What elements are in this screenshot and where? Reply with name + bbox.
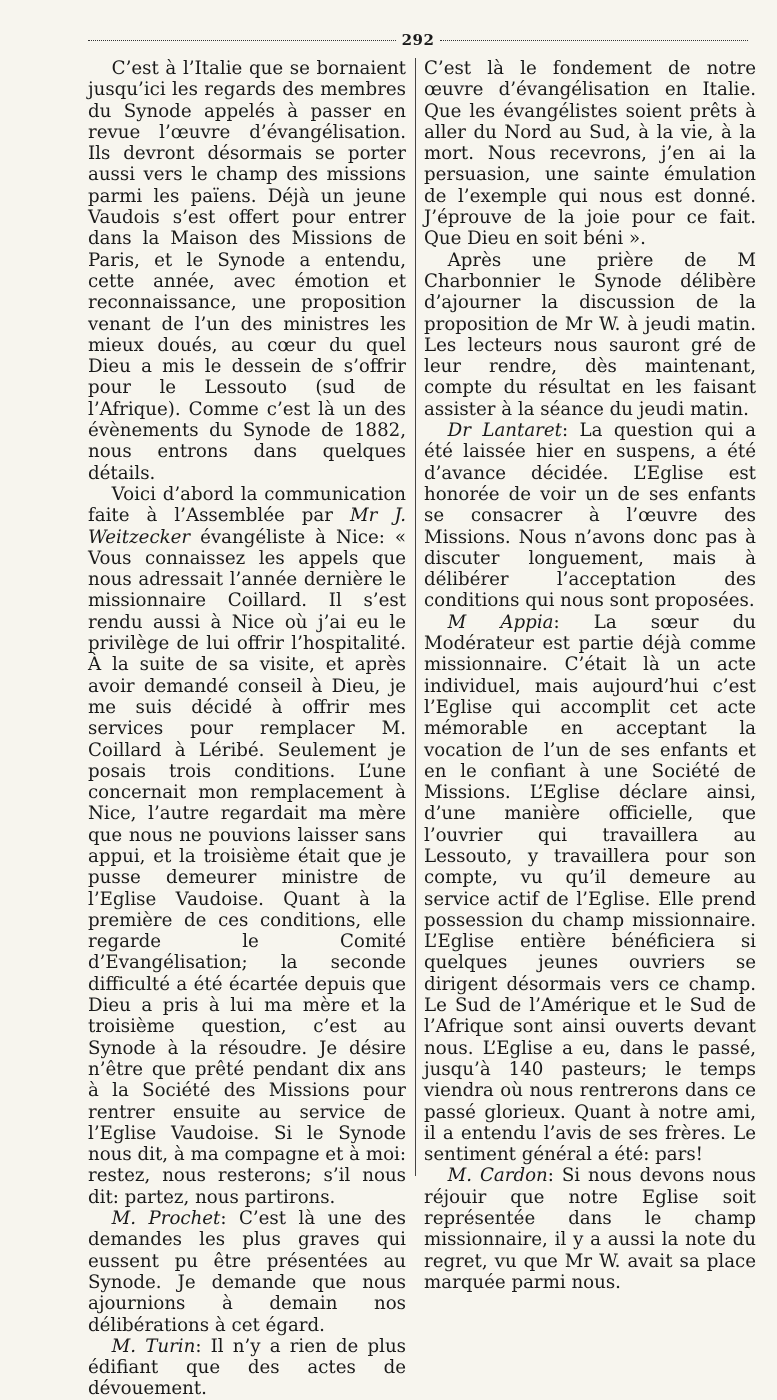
- right-column: [424, 58, 756, 1293]
- speaker-name: M. Cardon: [447, 1165, 548, 1187]
- page-header: [88, 28, 748, 52]
- speaker-name: M. Prochet: [111, 1208, 221, 1230]
- speaker-name: Mr J. Weitzecker: [88, 505, 406, 548]
- column-divider: [415, 58, 416, 1176]
- paragraph: Voici d’abord la communication faite à l’Assemblée par Mr J. Weitzecker évangéliste à Nice: « Vous connaissez les appels que nous adressait l’année dernière le missionnaire Coillard. Il s’est rendu aussi à Nice où j’ai eu le privilège de lui offrir l’hospitalité. À la suite de sa visite, et après avoir demandé conseil à Dieu, je me suis décidé à offrir mes services pour remplacer M. Coillard à Léribé. Seulement je posais trois conditions. L’une concernait mon remplacement à Nice, l’autre regardait ma mère que nous ne pouvions laisser sans appui, et la troisième était que je pusse demeurer ministre de l’Eglise Vaudoise. Quant à la première de ces conditions, elle regarde le Comité d’Evangélisation; la seconde difficulté a été écartée depuis que Dieu a pris à lui ma mère et la troisième question, c’est au Synode à la résoudre. Je désire n’être que prêté pendant dix ans à la Société des Missions pour rentrer ensuite au service de l’Eglise Vaudoise. Si le Synode nous dit, à ma compagne et à moi: restez, nous resterons; s’il nous dit: partez, nous partirons.: [88, 483, 406, 1208]
- paragraph: C’est à l’Italie que se bornaient jusqu’ici les regards des membres du Synode appelés à passer en revue l’œuvre d’évangélisation. Ils devront désormais se porter aussi vers le champ des missions parmi les païens. Déjà un jeune Vaudois s’est offert pour entrer dans la Maison des Missions de Paris, et le Synode a entendu, cette année, avec émotion et reconnaissance, une proposition venant de l’un des ministres les mieux doués, au cœur du quel Dieu a mis le dessein de s’offrir pour le Lessouto (sud de l’Afrique). Comme c’est là un des évènements du Synode de 1882, nous entrons dans quelques détails.: [88, 58, 406, 484]
- paragraph: M Appia: La sœur du Modérateur est partie déjà comme missionnaire. C’était là un acte individuel, mais aujourd’hui c’est l’Eglise qui accomplit cet acte mémorable en acceptant la vocation de l’un de ses enfants et en le confiant à une Société de Missions. L’Eglise déclare ainsi, d’une manière officielle, que l’ouvrier qui travaillera au Lessouto, y travaillera pour son compte, vu qu’il demeure au service actif de l’Eglise. Elle prend possession du champ missionnaire. L’Eglise entière bénéficiera si quelques jeunes ouvriers se dirigent désormais vers ce champ. Le Sud de l’Amérique et le Sud de l’Afrique sont ainsi ouverts devant nous. L’Eglise a eu, dans le passé, jusqu’à 140 pasteurs; le temps viendra où nous rentrerons dans ce passé glorieux. Quant à notre ami, il a entendu l’avis de ses frères. Le sentiment général a été: pars!: [424, 611, 756, 1166]
- header-rule-left: [88, 40, 396, 41]
- paragraph: M. Prochet: C’est là une des demandes les plus graves qui eussent pu être présentées au Synode. Je demande que nous ajournions à demain nos délibérations à cet égard.: [88, 1208, 406, 1336]
- speaker-name: Dr Lantaret: [447, 420, 562, 442]
- paragraph: Après une prière de M Charbonnier le Synode délibère d’ajourner la discussion de la proposition de Mr W. à jeudi matin. Les lecteurs nous sauront gré de leur rendre, dès maintenant, compte du résultat en les faisant assister à la séance du jeudi matin.: [424, 249, 756, 420]
- page-number: 292: [401, 31, 435, 49]
- paragraph: Dr Lantaret: La question qui a été laissée hier en suspens, a été d’avance décidée. L’Eglise est honorée de voir un de ses enfants se consacrer à l’œuvre des Missions. Nous n’avons donc pas à discuter longuement, mais à délibérer l’acceptation des conditions qui nous sont proposées.: [424, 420, 756, 612]
- left-column: [88, 58, 406, 1400]
- paragraph: C’est là le fondement de notre œuvre d’évangélisation en Italie. Que les évangélistes soient prêts à aller du Nord au Sud, à la vie, à la mort. Nous recevrons, j’en ai la persuasion, une sainte émulation de l’exemple qui nous est donné. J’éprouve de la joie pour ce fait. Que Dieu en soit béni ».: [424, 58, 756, 250]
- speaker-name: M Appia: [447, 611, 554, 633]
- speaker-name: M. Turin: [111, 1335, 196, 1357]
- paragraph: M. Cardon: Si nous devons nous réjouir que notre Eglise soit représentée dans le champ missionnaire, il y a aussi la note du regret, vu que Mr W. avait sa place marquée parmi nous.: [424, 1165, 756, 1293]
- paragraph: M. Turin: Il n’y a rien de plus édifiant que des actes de dévouement.: [88, 1335, 406, 1400]
- header-rule-right: [440, 40, 748, 41]
